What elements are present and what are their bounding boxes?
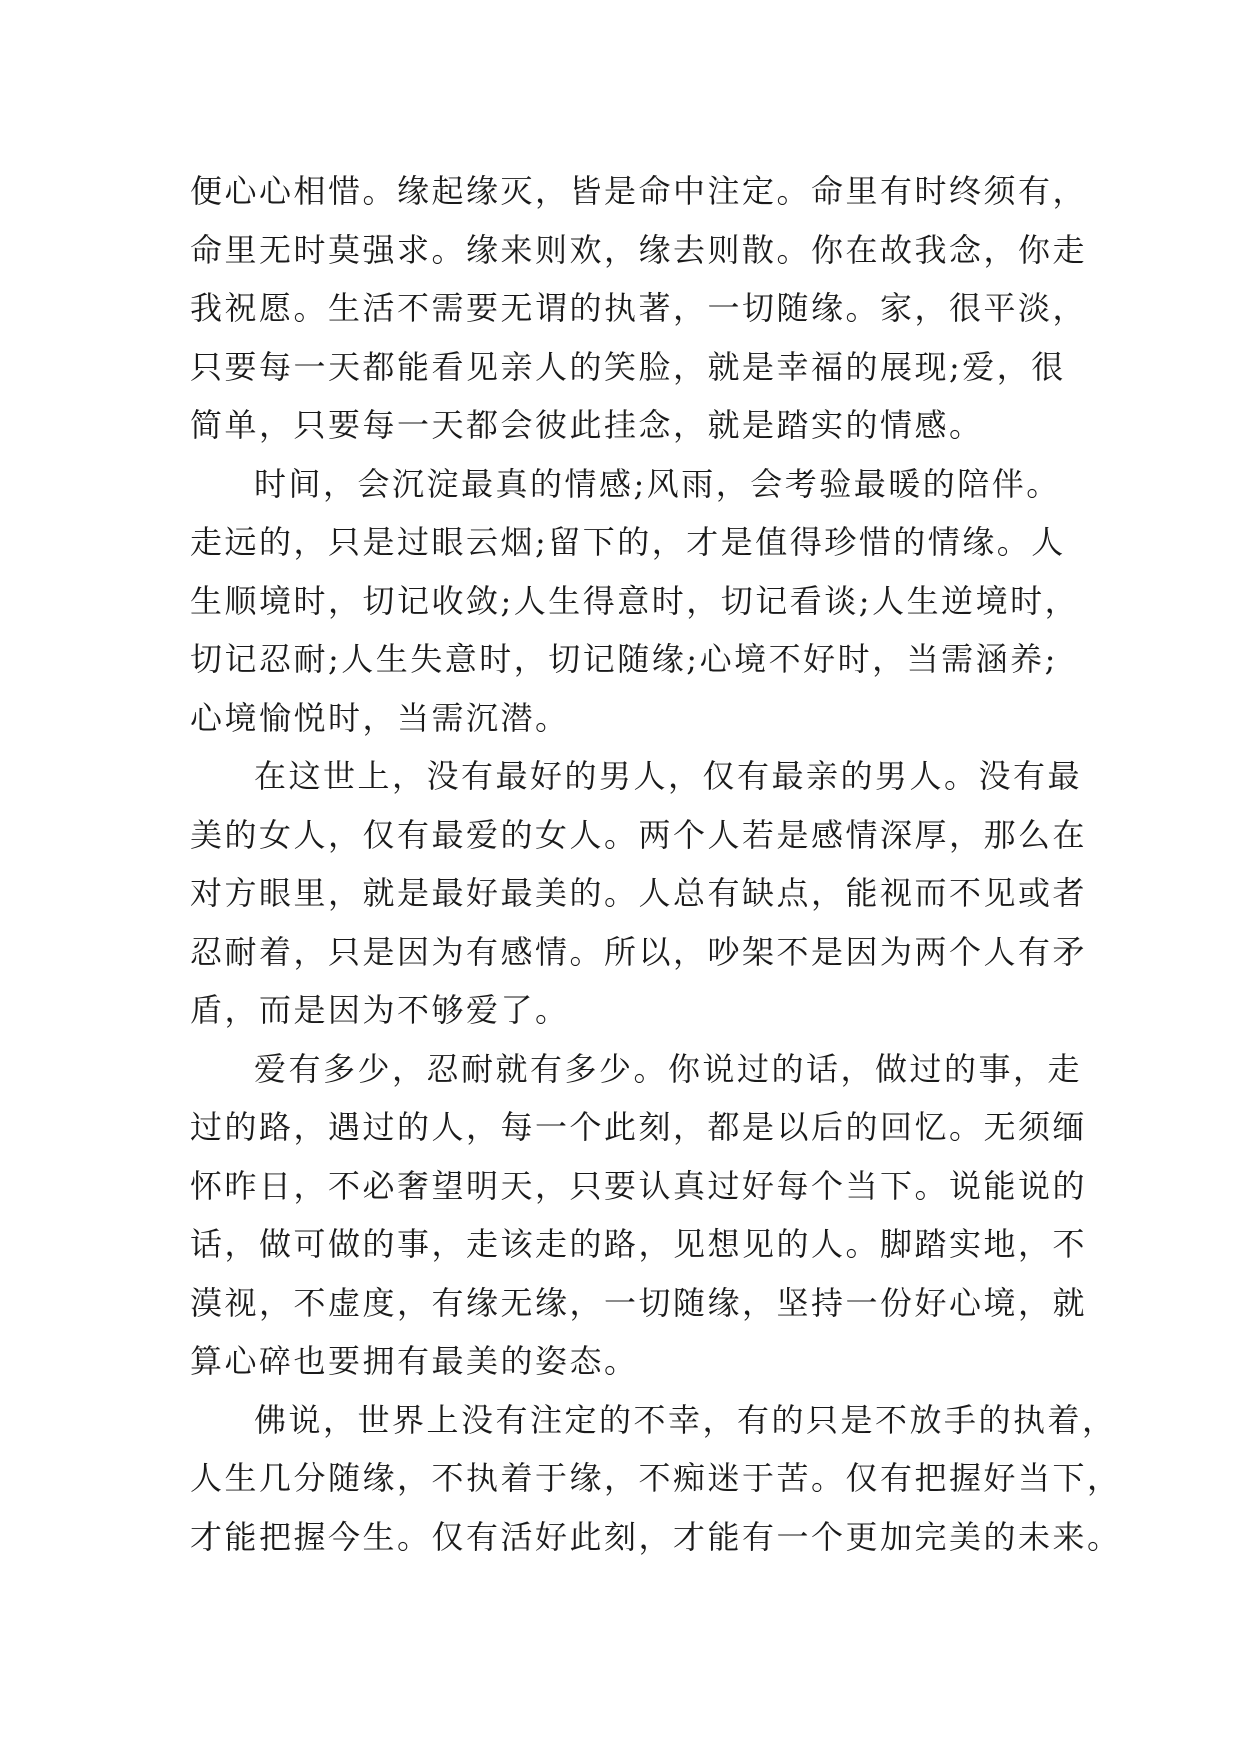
text-line-indented: 时间，会沉淀最真的情感;风雨，会考验最暖的陪伴。 <box>254 464 1061 503</box>
paragraph-5 <box>190 1391 1122 1567</box>
text-line: 命里无时莫强求。缘来则欢，缘去则散。你在故我念，你走 <box>190 230 1088 269</box>
paragraph-2 <box>190 455 1080 748</box>
paragraph-1 <box>190 162 1088 455</box>
text-line-indented: 佛说，世界上没有注定的不幸，有的只是不放手的执着， <box>254 1400 1117 1439</box>
text-line: 切记忍耐;人生失意时，切记随缘;心境不好时，当需涵养; <box>190 640 1058 678</box>
text-line: 盾，而是因为不够爱了。 <box>190 991 570 1029</box>
text-line: 话，做可做的事，走该走的路，见想见的人。脚踏实地，不 <box>190 1225 1088 1263</box>
text-line: 漠视，不虚度，有缘无缘，一切随缘，坚持一份好心境，就 <box>190 1283 1088 1322</box>
text-line: 才能把握今生。仅有活好此刻，才能有一个更加完美的未来。 <box>190 1517 1122 1556</box>
text-line: 对方眼里，就是最好最美的。人总有缺点，能视而不见或者 <box>190 874 1088 912</box>
text-line: 只要每一天都能看见亲人的笑脸，就是幸福的展现;爱，很 <box>190 347 1066 386</box>
text-line: 便心心相惜。缘起缘灭，皆是命中注定。命里有时终须有， <box>190 172 1088 210</box>
text-line-indented: 爱有多少，忍耐就有多少。你说过的话，做过的事，走 <box>254 1049 1083 1088</box>
text-line: 算心碎也要拥有最美的姿态。 <box>190 1342 639 1380</box>
text-line: 生顺境时，切记收敛;人生得意时，切记看谈;人生逆境时， <box>190 581 1080 620</box>
document-body <box>190 162 1122 1566</box>
text-line: 怀昨日，不必奢望明天，只要认真过好每个当下。说能说的 <box>190 1166 1088 1205</box>
text-line-indented: 在这世上，没有最好的男人，仅有最亲的男人。没有最 <box>254 757 1083 795</box>
text-line: 人生几分随缘，不执着于缘，不痴迷于苦。仅有把握好当下， <box>190 1459 1122 1497</box>
text-line: 美的女人，仅有最爱的女人。两个人若是感情深厚，那么在 <box>190 815 1088 854</box>
paragraph-3 <box>190 747 1088 1040</box>
text-line: 走远的，只是过眼云烟;留下的，才是值得珍惜的情缘。人 <box>190 523 1066 561</box>
text-line: 过的路，遇过的人，每一个此刻，都是以后的回忆。无须缅 <box>190 1108 1088 1146</box>
text-line: 忍耐着，只是因为有感情。所以，吵架不是因为两个人有矛 <box>190 932 1088 971</box>
text-line: 心境愉悦时，当需沉潜。 <box>190 698 570 737</box>
text-line: 简单，只要每一天都会彼此挂念，就是踏实的情感。 <box>190 406 984 444</box>
paragraph-4 <box>190 1040 1088 1391</box>
text-line: 我祝愿。生活不需要无谓的执著，一切随缘。家，很平淡， <box>190 289 1088 327</box>
